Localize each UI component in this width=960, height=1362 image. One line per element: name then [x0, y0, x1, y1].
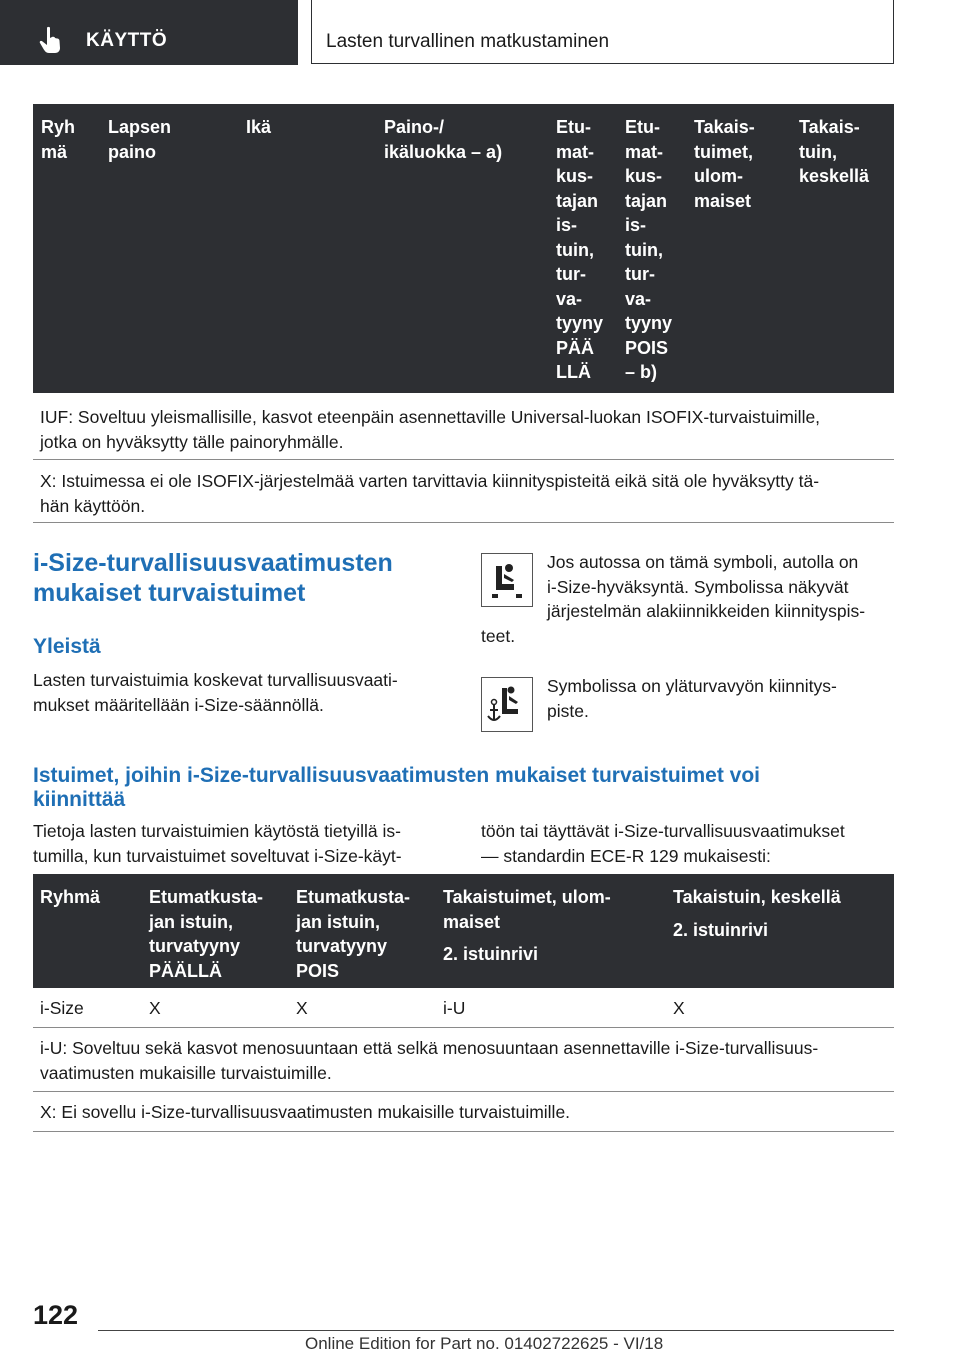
table2-col-rear-center: Takaistuin, keskellä 2. istuinrivi [673, 887, 841, 940]
hand-pointer-icon [38, 26, 64, 54]
chapter-title: Lasten turvallinen matkustaminen [326, 31, 610, 52]
section-tab [0, 0, 298, 65]
table1-col-class: Paino-/ ikäluokka – a) [384, 117, 503, 162]
section-title: KÄYTTÖ [86, 30, 168, 51]
table1-col-front-airbag-on: Etu- mat- kus- tajan is- tuin, tur- va- tyyny PÄÄ LLÄ [556, 117, 604, 382]
divider [33, 1091, 894, 1092]
section-heading: i-Size-turvallisuusvaatimusten mukaiset turvaistuimet [33, 549, 393, 607]
table1-note-x: X: Istuimessa ei ole ISOFIX-järjestelmää varten tarvittavia kiinnityspisteitä eikä sitä ole hyväksytty tä- hän käyttöön. [40, 471, 820, 516]
divider [33, 459, 894, 460]
table1-note-iuf: IUF: Soveltuu yleismallisille, kasvot eteenpäin asennettaville Universal-luokan ISOFIX-turvaistuimille, jotka on hyväksytty tälle painoryhmälle. [40, 407, 821, 452]
table1-col-age: Ikä [246, 117, 272, 137]
table2-header [33, 874, 894, 988]
table2-col-group: Ryhmä [40, 887, 101, 907]
footer-divider [98, 1330, 894, 1331]
table2-col-rear-outer: Takaistuimet, ulom- maiset 2. istuinrivi [443, 887, 611, 964]
table1-col-rear-outer: Takais- tuimet, ulom- maiset [694, 117, 755, 211]
table2-cell: i-U [443, 998, 466, 1018]
table2-cell: i-Size [40, 998, 84, 1018]
subheading: Yleistä [33, 635, 101, 658]
table2-note-x: X: Ei sovellu i-Size-turvallisuusvaatimusten mukaisille turvaistuimille. [40, 1102, 571, 1122]
table2-col-front-airbag-off: Etumatkusta- jan istuin, turvatyyny POIS [296, 887, 411, 981]
table1-col-group: Ryh mä [41, 117, 76, 162]
table1-col-front-airbag-off: Etu- mat- kus- tajan is- tuin, tur- va- tyyny POIS – b) [625, 117, 673, 382]
table2-cell: X [296, 998, 308, 1018]
table1-col-weight: Lapsen paino [108, 117, 172, 162]
chapter-tab [311, 0, 894, 64]
section2-text-left: Tietoja lasten turvaistuimien käytöstä tietyillä is- tumilla, kun turvaistuimet soveltuvat i-Size-käyt- [33, 821, 402, 866]
table2-cell: X [673, 998, 685, 1018]
page-number: 122 [33, 1300, 79, 1330]
table2-note-iu: i-U: Soveltuu sekä kasvot menosuuntaan että selkä menosuuntaan asennettaville i-Size-turvallisuus- vaatimusten mukaisille turvaistuimille. [40, 1038, 819, 1083]
section2-heading: Istuimet, joihin i-Size-turvallisuusvaatimusten mukaiset turvaistuimet voi kiinnittää [33, 764, 761, 811]
top-tether-symbol-icon [481, 677, 533, 732]
table2-col-front-airbag-on: Etumatkusta- jan istuin, turvatyyny PÄÄLLÄ [149, 887, 264, 981]
top-tether-symbol-text: Symbolissa on yläturvavyön kiinnitys- piste. [547, 676, 837, 721]
divider [33, 1027, 894, 1028]
edition-text: Online Edition for Part no. 01402722625 - VI/18 [305, 1334, 664, 1353]
section2-text-right: töön tai täyttävät i-Size-turvallisuusvaatimukset — standardin ECE-R 129 mukaisesti: [481, 821, 845, 866]
table1-col-rear-center: Takais- tuin, keskellä [799, 117, 870, 186]
intro-text: Lasten turvaistuimia koskevat turvallisuusvaati- mukset määritellään i-Size-säännöllä. [33, 670, 398, 715]
divider [33, 1131, 894, 1132]
table1-header [33, 104, 894, 393]
isofix-symbol-text: Jos autossa on tämä symboli, autolla on i-Size-hyväksyntä. Symbolissa näkyvät järjestelmän alakiinnikkeiden kiinnityspis- teet. [481, 552, 866, 646]
divider [33, 522, 894, 523]
page-header [0, 0, 960, 66]
table2-cell: X [149, 998, 161, 1018]
